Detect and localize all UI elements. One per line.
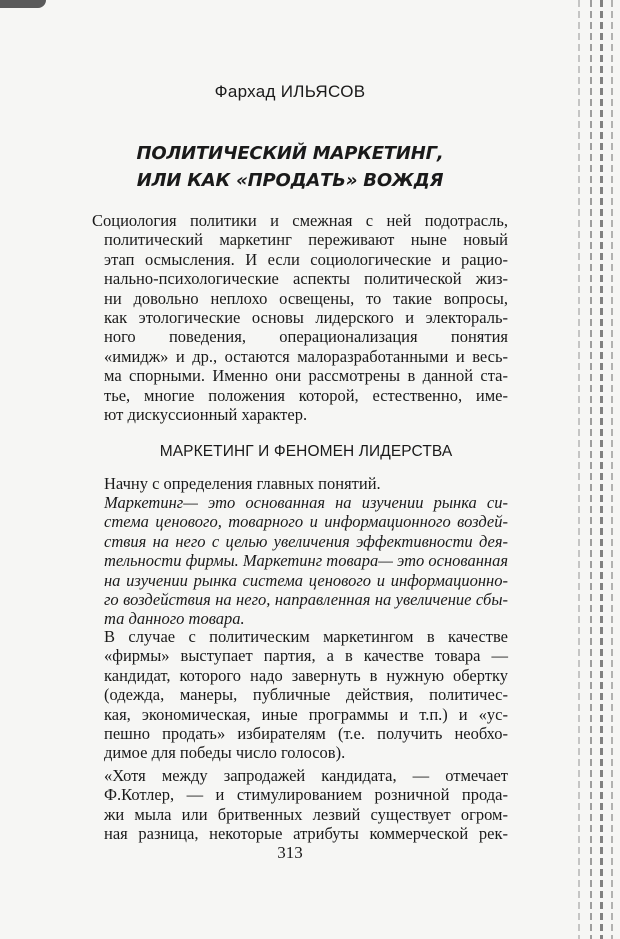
text-line: стема ценового, товарного и информационного воздей-	[104, 512, 508, 532]
text-line: на изучении рынка система ценового и информационно-	[104, 570, 508, 590]
scan-artifact-top	[0, 0, 46, 8]
scan-edge-line	[611, 0, 613, 939]
text-line: ная разница, некоторые атрибуты коммерческой рек-	[104, 824, 508, 844]
text-line: кая, экономическая, иные программы и т.п.) и «ус-	[104, 704, 508, 724]
text-line: этап осмысления. И если социологические и рацио-	[104, 249, 508, 269]
text-line: кандидат, которого надо завернуть в нужную обертку	[104, 665, 508, 685]
page-number: 313	[277, 843, 303, 862]
text-line: та данного товара.	[104, 609, 245, 629]
paragraph-definitions-intro	[104, 474, 508, 493]
text-line: жи мыла или бритвенных лезвий существует огром-	[104, 804, 508, 824]
scan-edge-line	[590, 0, 592, 939]
text-line: пешно продать» избирателям (т.е. получить необхо-	[104, 724, 508, 744]
text-line: тье, многие положения которой, естественно, име-	[104, 385, 508, 405]
text-line: Ф.Котлер, — и стимулированием розничной прода-	[104, 785, 508, 805]
text-line: (одежда, манеры, публичные действия, политичес-	[104, 685, 508, 705]
section-heading: МАРКЕТИНГ И ФЕНОМЕН ЛИДЕРСТВА	[159, 443, 453, 460]
text-line: ного поведения, операционализация понятия	[104, 327, 508, 347]
text-line: В случае с политическим маркетингом в качестве	[104, 627, 508, 646]
text-line: Социология политики и смежная с ней подотрасль,	[92, 211, 508, 230]
text-line: как этологические основы лидерского и электораль-	[104, 308, 508, 328]
text-line: ствия на него с целью увеличения эффективности дея-	[104, 531, 508, 551]
text-line: «имидж» и др., остаются малоразработанными и весь-	[104, 346, 508, 366]
intro-paragraph	[92, 211, 508, 425]
text-line: политический маркетинг переживают ныне новый	[104, 230, 508, 250]
paragraph-political-marketing	[104, 627, 508, 763]
text-line: ма спорными. Именно они рассмотрены в данной ста-	[104, 366, 508, 386]
text-line: Маркетинг— это основанная на изучении рынка си-	[104, 493, 508, 512]
text-line: «Хотя между запродажей кандидата, — отмечает	[104, 766, 508, 785]
text-line: димое для победы число голосов).	[104, 743, 346, 763]
article-title	[0, 140, 580, 194]
text-line: ют дискуссионный характер.	[104, 405, 308, 425]
text-line: ни довольно неплохо освещены, то такие вопросы,	[104, 288, 508, 308]
text-line: го воздействия на него, направленная на увеличение сбы-	[104, 590, 508, 610]
definition-paragraph	[104, 493, 508, 629]
title-line-1: ПОЛИТИЧЕСКИЙ МАРКЕТИНГ,	[136, 143, 444, 164]
scan-edge-line	[600, 0, 603, 939]
text-line: Начну с определения главных понятий.	[104, 474, 381, 493]
paragraph-kotler-quote	[104, 766, 508, 844]
article-author: Фархад ИЛЬЯСОВ	[214, 82, 366, 101]
title-line-2: ИЛИ КАК «ПРОДАТЬ» ВОЖДЯ	[136, 170, 444, 191]
text-line: нально-психологические аспекты политической жиз-	[104, 269, 508, 289]
text-line: тельности фирмы. Маркетинг товара— это основанная	[104, 551, 508, 571]
text-line: «фирмы» выступает партия, а в качестве товара —	[104, 646, 508, 666]
